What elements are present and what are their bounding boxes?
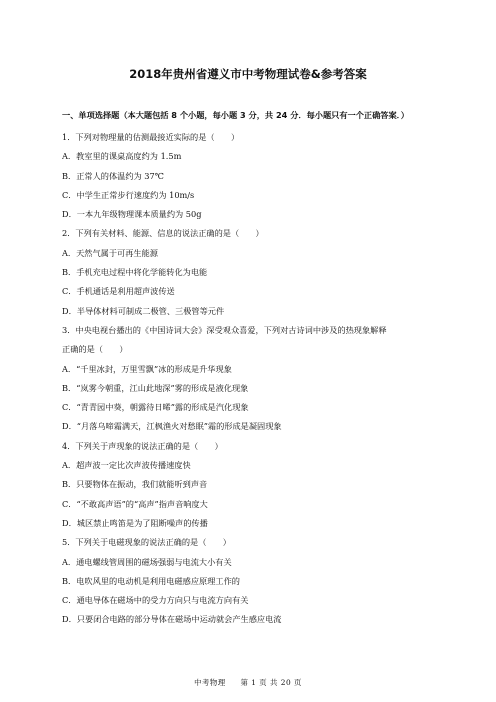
option-line: C．手机通话是利用超声波传送 <box>62 286 175 297</box>
question-line: 5．下列关于电磁现象的说法正确的是（ ） <box>62 537 231 548</box>
option-line: D．“月落乌啼霜满天，江枫渔火对愁眠”霜的形成是凝固现象 <box>62 421 282 432</box>
question-line: 1．下列对物理量的估测最接近实际的是（ ） <box>62 132 240 142</box>
footer-page-number: 第 1 页 共 20 页 <box>240 678 302 687</box>
option-line: C．中学生正常步行速度约为 10m/s <box>62 189 195 200</box>
option-line: A．教室里的课桌高度约为 1.5m <box>62 151 182 162</box>
option-line: B．只要物体在振动，我们就能听到声音 <box>62 479 208 490</box>
question-line-continued: 正确的是（ ） <box>62 344 128 355</box>
option-line: C．“青青园中葵，朝露待日晞”露的形成是汽化现象 <box>62 402 249 413</box>
option-line: A．通电螺线管周围的磁场强弱与电流大小有关 <box>62 556 232 567</box>
option-line: D．一本九年级物理课本质量约为 50g <box>62 209 202 220</box>
section-heading: 一、单项选择题（本大题包括 8 个小题，每小题 3 分，共 24 分．每小题只有一个正确答案．） <box>62 110 409 120</box>
option-line: B．“岚雾今朝重，江山此地深”雾的形成是液化现象 <box>62 382 249 393</box>
page-footer <box>0 677 496 688</box>
footer-subject: 中考物理 <box>194 678 226 687</box>
option-line: B．手机充电过程中将化学能转化为电能 <box>62 267 208 278</box>
option-line: D．城区禁止鸣笛是为了阻断噪声的传播 <box>62 517 208 528</box>
option-line: B．电吹风里的电动机是利用电磁感应原理工作的 <box>62 575 240 586</box>
option-line: C．通电导体在磁场中的受力方向只与电流方向有关 <box>62 595 249 606</box>
option-line: A．天然气属于可再生能源 <box>62 247 158 258</box>
question-line: 4．下列关于声现象的说法正确的是（ ） <box>62 440 223 451</box>
question-line: 3．中央电视台播出的《中国诗词大会》深受观众喜爱，下列对古诗词中涉及的热现象解释 <box>62 324 387 335</box>
question-line: 2．下列有关材料、能源、信息的说法正确的是（ ） <box>62 228 264 239</box>
option-line: A．“千里冰封，万里雪飘”冰的形成是升华现象 <box>62 363 232 374</box>
option-line: D．只要闭合电路的部分导体在磁场中运动就会产生感应电流 <box>62 614 282 625</box>
question-list <box>62 128 462 630</box>
document-title: 2018年贵州省遵义市中考物理试卷&参考答案 <box>129 67 367 81</box>
option-line: B．正常人的体温约为 37℃ <box>62 170 164 181</box>
option-line: D．半导体材料可制成二极管、三极管等元件 <box>62 305 225 316</box>
option-line: A．超声波一定比次声波传播速度快 <box>62 460 191 471</box>
option-line: C．“不敢高声语”的“高声”指声音响度大 <box>62 498 208 509</box>
